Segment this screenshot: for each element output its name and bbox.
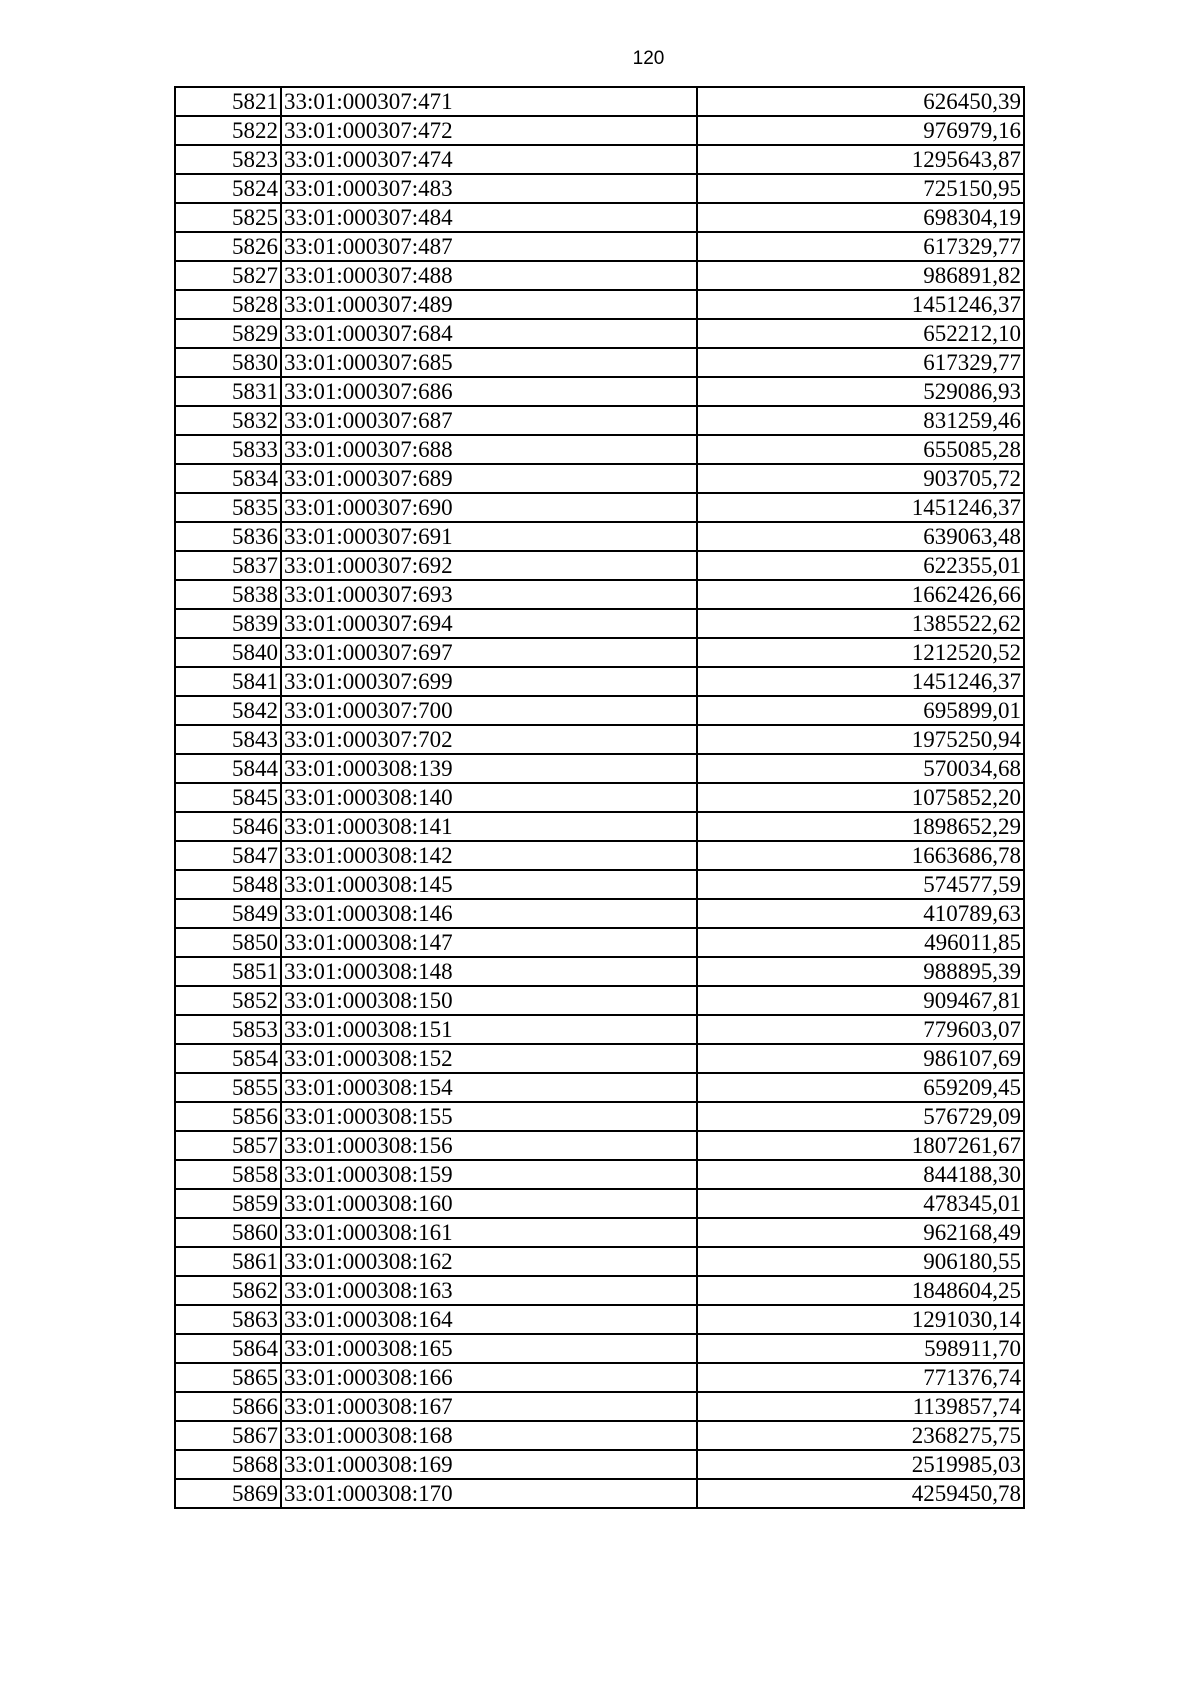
cadastral-number-cell: 33:01:000308:159: [281, 1160, 697, 1189]
row-number-cell: 5833: [175, 435, 281, 464]
cadastral-value-cell: 570034,68: [697, 754, 1024, 783]
cadastral-number-cell: 33:01:000307:697: [281, 638, 697, 667]
row-number-cell: 5830: [175, 348, 281, 377]
row-number-cell: 5852: [175, 986, 281, 1015]
row-number-cell: 5826: [175, 232, 281, 261]
table-row: [175, 1276, 1024, 1305]
cadastral-number-cell: 33:01:000307:684: [281, 319, 697, 348]
table-row: [175, 522, 1024, 551]
table-row: [175, 232, 1024, 261]
cadastral-value-cell: 1451246,37: [697, 290, 1024, 319]
cadastral-number-cell: 33:01:000308:152: [281, 1044, 697, 1073]
cadastral-value-cell: 655085,28: [697, 435, 1024, 464]
table-row: [175, 899, 1024, 928]
cadastral-value-cell: 626450,39: [697, 87, 1024, 116]
cadastral-value-cell: 1451246,37: [697, 667, 1024, 696]
cadastral-number-cell: 33:01:000307:484: [281, 203, 697, 232]
row-number-cell: 5837: [175, 551, 281, 580]
row-number-cell: 5849: [175, 899, 281, 928]
row-number-cell: 5857: [175, 1131, 281, 1160]
row-number-cell: 5829: [175, 319, 281, 348]
row-number-cell: 5851: [175, 957, 281, 986]
table-row: [175, 1363, 1024, 1392]
row-number-cell: 5824: [175, 174, 281, 203]
table-row: [175, 1102, 1024, 1131]
cadastral-value-cell: 986891,82: [697, 261, 1024, 290]
table-row: [175, 319, 1024, 348]
table-row: [175, 986, 1024, 1015]
cadastral-value-cell: 1291030,14: [697, 1305, 1024, 1334]
table-row: [175, 812, 1024, 841]
cadastral-number-cell: 33:01:000307:487: [281, 232, 697, 261]
cadastral-number-cell: 33:01:000308:170: [281, 1479, 697, 1508]
table-row: [175, 870, 1024, 899]
cadastral-number-cell: 33:01:000308:147: [281, 928, 697, 957]
cadastral-number-cell: 33:01:000308:163: [281, 1276, 697, 1305]
cadastral-number-cell: 33:01:000307:690: [281, 493, 697, 522]
cadastral-value-cell: 844188,30: [697, 1160, 1024, 1189]
cadastral-value-cell: 576729,09: [697, 1102, 1024, 1131]
cadastral-value-cell: 2519985,03: [697, 1450, 1024, 1479]
cadastral-number-cell: 33:01:000308:161: [281, 1218, 697, 1247]
row-number-cell: 5843: [175, 725, 281, 754]
table-row: [175, 290, 1024, 319]
table-row: [175, 696, 1024, 725]
table-row: [175, 261, 1024, 290]
row-number-cell: 5864: [175, 1334, 281, 1363]
cadastral-number-cell: 33:01:000307:699: [281, 667, 697, 696]
cadastral-number-cell: 33:01:000308:145: [281, 870, 697, 899]
table-row: [175, 116, 1024, 145]
cadastral-number-cell: 33:01:000308:167: [281, 1392, 697, 1421]
row-number-cell: 5848: [175, 870, 281, 899]
cadastral-number-cell: 33:01:000307:472: [281, 116, 697, 145]
cadastral-value-cell: 496011,85: [697, 928, 1024, 957]
cadastral-number-cell: 33:01:000307:687: [281, 406, 697, 435]
row-number-cell: 5821: [175, 87, 281, 116]
row-number-cell: 5844: [175, 754, 281, 783]
row-number-cell: 5854: [175, 1044, 281, 1073]
cadastral-value-cell: 1662426,66: [697, 580, 1024, 609]
cadastral-value-cell: 574577,59: [697, 870, 1024, 899]
cadastral-number-cell: 33:01:000307:691: [281, 522, 697, 551]
table-row: [175, 348, 1024, 377]
cadastral-value-cell: 1139857,74: [697, 1392, 1024, 1421]
cadastral-number-cell: 33:01:000308:169: [281, 1450, 697, 1479]
table-row: [175, 551, 1024, 580]
table-row: [175, 1450, 1024, 1479]
table-body: [175, 87, 1024, 1508]
cadastral-number-cell: 33:01:000307:685: [281, 348, 697, 377]
cadastral-number-cell: 33:01:000308:155: [281, 1102, 697, 1131]
cadastral-value-cell: 659209,45: [697, 1073, 1024, 1102]
row-number-cell: 5861: [175, 1247, 281, 1276]
cadastral-number-cell: 33:01:000307:483: [281, 174, 697, 203]
table-row: [175, 87, 1024, 116]
cadastral-value-cell: 598911,70: [697, 1334, 1024, 1363]
row-number-cell: 5823: [175, 145, 281, 174]
cadastral-number-cell: 33:01:000307:489: [281, 290, 697, 319]
cadastral-value-cell: 1075852,20: [697, 783, 1024, 812]
table-row: [175, 1479, 1024, 1508]
row-number-cell: 5827: [175, 261, 281, 290]
table-row: [175, 1131, 1024, 1160]
row-number-cell: 5867: [175, 1421, 281, 1450]
table-row: [175, 1392, 1024, 1421]
row-number-cell: 5850: [175, 928, 281, 957]
row-number-cell: 5838: [175, 580, 281, 609]
cadastral-value-cell: 410789,63: [697, 899, 1024, 928]
cadastral-number-cell: 33:01:000307:686: [281, 377, 697, 406]
row-number-cell: 5847: [175, 841, 281, 870]
cadastral-value-cell: 988895,39: [697, 957, 1024, 986]
cadastral-number-cell: 33:01:000308:139: [281, 754, 697, 783]
row-number-cell: 5858: [175, 1160, 281, 1189]
table-row: [175, 1073, 1024, 1102]
cadastral-value-cell: 1295643,87: [697, 145, 1024, 174]
cadastral-value-cell: 2368275,75: [697, 1421, 1024, 1450]
cadastral-number-cell: 33:01:000308:168: [281, 1421, 697, 1450]
table-row: [175, 928, 1024, 957]
table-row: [175, 145, 1024, 174]
row-number-cell: 5862: [175, 1276, 281, 1305]
cadastral-value-cell: 1385522,62: [697, 609, 1024, 638]
cadastral-number-cell: 33:01:000307:694: [281, 609, 697, 638]
row-number-cell: 5859: [175, 1189, 281, 1218]
row-number-cell: 5855: [175, 1073, 281, 1102]
cadastral-value-cell: 622355,01: [697, 551, 1024, 580]
cadastral-value-cell: 906180,55: [697, 1247, 1024, 1276]
cadastral-number-cell: 33:01:000308:154: [281, 1073, 697, 1102]
cadastral-value-cell: 698304,19: [697, 203, 1024, 232]
cadastral-number-cell: 33:01:000307:693: [281, 580, 697, 609]
cadastral-value-cell: 962168,49: [697, 1218, 1024, 1247]
cadastral-number-cell: 33:01:000308:140: [281, 783, 697, 812]
cadastral-number-cell: 33:01:000308:141: [281, 812, 697, 841]
cadastral-value-cell: 695899,01: [697, 696, 1024, 725]
table-row: [175, 493, 1024, 522]
cadastral-number-cell: 33:01:000308:164: [281, 1305, 697, 1334]
row-number-cell: 5839: [175, 609, 281, 638]
row-number-cell: 5834: [175, 464, 281, 493]
cadastral-number-cell: 33:01:000308:150: [281, 986, 697, 1015]
table-row: [175, 464, 1024, 493]
table-row: [175, 203, 1024, 232]
cadastral-value-cell: 617329,77: [697, 348, 1024, 377]
table-row: [175, 1218, 1024, 1247]
cadastral-value-cell: 617329,77: [697, 232, 1024, 261]
cadastral-value-cell: 1663686,78: [697, 841, 1024, 870]
table-row: [175, 377, 1024, 406]
table-row: [175, 1305, 1024, 1334]
row-number-cell: 5846: [175, 812, 281, 841]
page-number: 120: [632, 48, 665, 69]
row-number-cell: 5825: [175, 203, 281, 232]
row-number-cell: 5869: [175, 1479, 281, 1508]
row-number-cell: 5866: [175, 1392, 281, 1421]
cadastral-value-cell: 1848604,25: [697, 1276, 1024, 1305]
cadastral-value-cell: 903705,72: [697, 464, 1024, 493]
cadastral-number-cell: 33:01:000308:156: [281, 1131, 697, 1160]
table-row: [175, 580, 1024, 609]
cadastral-number-cell: 33:01:000307:689: [281, 464, 697, 493]
table-row: [175, 1189, 1024, 1218]
table-row: [175, 638, 1024, 667]
cadastral-number-cell: 33:01:000308:162: [281, 1247, 697, 1276]
row-number-cell: 5831: [175, 377, 281, 406]
table-row: [175, 957, 1024, 986]
cadastral-value-cell: 1451246,37: [697, 493, 1024, 522]
row-number-cell: 5868: [175, 1450, 281, 1479]
table-row: [175, 783, 1024, 812]
table-row: [175, 1015, 1024, 1044]
row-number-cell: 5841: [175, 667, 281, 696]
cadastral-value-cell: 1975250,94: [697, 725, 1024, 754]
table-row: [175, 725, 1024, 754]
cadastral-number-cell: 33:01:000308:166: [281, 1363, 697, 1392]
cadastral-value-cell: 771376,74: [697, 1363, 1024, 1392]
cadastral-number-cell: 33:01:000308:160: [281, 1189, 697, 1218]
table-row: [175, 174, 1024, 203]
row-number-cell: 5822: [175, 116, 281, 145]
cadastral-number-cell: 33:01:000307:471: [281, 87, 697, 116]
table-row: [175, 1247, 1024, 1276]
cadastral-value-cell: 4259450,78: [697, 1479, 1024, 1508]
cadastral-number-cell: 33:01:000307:692: [281, 551, 697, 580]
row-number-cell: 5836: [175, 522, 281, 551]
cadastral-number-cell: 33:01:000308:146: [281, 899, 697, 928]
cadastral-value-cell: 779603,07: [697, 1015, 1024, 1044]
cadastral-number-cell: 33:01:000307:488: [281, 261, 697, 290]
table-row: [175, 435, 1024, 464]
table-row: [175, 841, 1024, 870]
row-number-cell: 5842: [175, 696, 281, 725]
table-row: [175, 667, 1024, 696]
cadastral-value-cell: 1212520,52: [697, 638, 1024, 667]
table-row: [175, 1044, 1024, 1073]
table-row: [175, 754, 1024, 783]
cadastral-number-cell: 33:01:000307:474: [281, 145, 697, 174]
cadastral-value-cell: 831259,46: [697, 406, 1024, 435]
cadastral-value-cell: 1898652,29: [697, 812, 1024, 841]
cadastral-value-cell: 478345,01: [697, 1189, 1024, 1218]
row-number-cell: 5856: [175, 1102, 281, 1131]
table-row: [175, 406, 1024, 435]
cadastral-value-cell: 909467,81: [697, 986, 1024, 1015]
table-row: [175, 1160, 1024, 1189]
row-number-cell: 5865: [175, 1363, 281, 1392]
cadastral-number-cell: 33:01:000308:142: [281, 841, 697, 870]
cadastral-number-cell: 33:01:000307:700: [281, 696, 697, 725]
cadastral-number-cell: 33:01:000307:688: [281, 435, 697, 464]
row-number-cell: 5860: [175, 1218, 281, 1247]
row-number-cell: 5863: [175, 1305, 281, 1334]
table-row: [175, 1421, 1024, 1450]
cadastral-value-cell: 986107,69: [697, 1044, 1024, 1073]
table-row: [175, 609, 1024, 638]
table-row: [175, 1334, 1024, 1363]
cadastral-number-cell: 33:01:000308:165: [281, 1334, 697, 1363]
row-number-cell: 5835: [175, 493, 281, 522]
cadastral-number-cell: 33:01:000307:702: [281, 725, 697, 754]
cadastral-value-cell: 529086,93: [697, 377, 1024, 406]
cadastral-value-table: [174, 86, 1025, 1509]
cadastral-number-cell: 33:01:000308:151: [281, 1015, 697, 1044]
cadastral-value-cell: 725150,95: [697, 174, 1024, 203]
row-number-cell: 5832: [175, 406, 281, 435]
row-number-cell: 5853: [175, 1015, 281, 1044]
cadastral-value-cell: 976979,16: [697, 116, 1024, 145]
row-number-cell: 5845: [175, 783, 281, 812]
cadastral-number-cell: 33:01:000308:148: [281, 957, 697, 986]
row-number-cell: 5840: [175, 638, 281, 667]
row-number-cell: 5828: [175, 290, 281, 319]
cadastral-value-cell: 1807261,67: [697, 1131, 1024, 1160]
cadastral-value-cell: 652212,10: [697, 319, 1024, 348]
cadastral-value-cell: 639063,48: [697, 522, 1024, 551]
